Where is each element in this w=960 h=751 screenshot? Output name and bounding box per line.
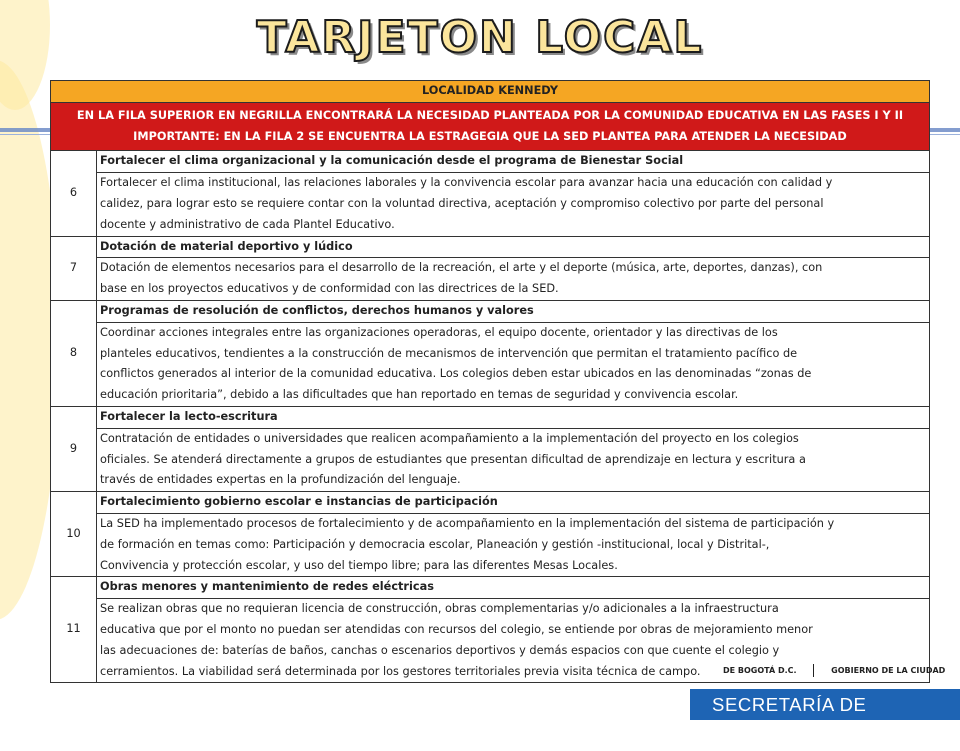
strategy-line: Coordinar acciones integrales entre las organizaciones operadoras, el equipo docente, orientador y las directivas de los: [100, 325, 778, 339]
strategy-text: [97, 322, 930, 406]
need-heading: Fortalecer la lecto-escritura: [97, 406, 930, 428]
row-number: 9: [51, 406, 97, 491]
strategy-text: [97, 173, 930, 236]
bogota-logo-text: DE BOGOTÁ D.C.: [723, 666, 797, 675]
strategy-line: planteles educativos, tendientes a la construcción de mecanismos de intervención que permitan el tratamiento pacífico de: [100, 346, 798, 360]
strategy-row: [51, 428, 930, 491]
strategy-line: Contratación de entidades o universidades que realicen acompañamiento a la implementación del proyecto en los colegios: [100, 431, 799, 445]
gobierno-logo-text: GOBIERNO DE LA CIUDAD: [831, 666, 946, 675]
need-heading: Dotación de material deportivo y lúdico: [97, 236, 930, 258]
need-heading: Obras menores y mantenimiento de redes eléctricas: [97, 577, 930, 599]
strategy-line: Convivencia y protección escolar, y uso del tiempo libre; para las diferentes Mesas Locales.: [100, 558, 618, 572]
need-row: [51, 406, 930, 428]
strategy-line: base en los proyectos educativos y de conformidad con las directrices de la SED.: [100, 282, 559, 296]
strategy-line: conflictos generados al interior de la comunidad educativa. Los colegios deben estar ubicados en las denominadas “zonas de: [100, 367, 812, 381]
need-row: [51, 236, 930, 258]
locality-row: [51, 81, 930, 103]
strategy-line: educación prioritaria”, debido a las dificultades que han reportado en temas de seguridad y convivencia escolar.: [100, 388, 739, 402]
footer-logos: [723, 664, 945, 677]
strategy-row: [51, 513, 930, 576]
strategy-line: las adecuaciones de: baterías de baños, canchas o escenarios deportivos y demás espacios con que cuente el colegio y: [100, 643, 780, 657]
row-number: 6: [51, 151, 97, 236]
strategy-line: educativa que por el monto no puedan ser atendidas con recursos del colegio, se entiende por obras de mejoramiento menor: [100, 622, 813, 636]
row-number: 8: [51, 300, 97, 406]
locality-header: LOCALIDAD KENNEDY: [51, 81, 930, 103]
strategy-row: [51, 173, 930, 236]
secretaria-banner: SECRETARÍA DE EDUCACIÓN: [690, 689, 960, 720]
page-title: TARJETON LOCAL: [256, 12, 704, 63]
row-number: 7: [51, 236, 97, 300]
strategy-line: docente y administrativo de cada Plantel Educativo.: [100, 217, 395, 231]
need-row: [51, 492, 930, 514]
strategy-line: Fortalecer el clima institucional, las relaciones laborales y la convivencia escolar para avanzar hacia una educación con calidad y: [100, 176, 833, 190]
strategy-line: calidez, para lograr esto se requiere contar con la voluntad directiva, aceptación y compromiso colectivo por parte del personal: [100, 196, 824, 210]
need-row: [51, 151, 930, 173]
strategy-text: [97, 428, 930, 491]
row-number: 11: [51, 577, 97, 683]
logo-separator: [813, 664, 814, 677]
strategy-line: oficiales. Se atenderá directamente a grupos de estudiantes que presentan dificultad de aprendizaje en lectura y escritura a: [100, 452, 806, 466]
strategy-line: cerramientos. La viabilidad será determinada por los gestores territoriales previa visita técnica de campo.: [100, 664, 701, 678]
notice-banner: [51, 102, 930, 151]
strategy-line: Dotación de elementos necesarios para el desarrollo de la recreación, el arte y el deporte (música, arte, deportes, danzas), con: [100, 261, 823, 275]
notice-row: [51, 102, 930, 151]
need-heading: Fortalecimiento gobierno escolar e instancias de participación: [97, 492, 930, 514]
notice-line-2: IMPORTANTE: EN LA FILA 2 SE ENCUENTRA LA ESTRAGEGIA QUE LA SED PLANTEA PARA ATENDER LA NECESIDAD: [133, 129, 847, 143]
strategy-line: Se realizan obras que no requieran licencia de construcción, obras complementarias y/o adicionales a la infraestructura: [100, 602, 779, 616]
strategy-line: través de entidades expertas en la profundización del lenguaje.: [100, 473, 461, 487]
row-number: 10: [51, 492, 97, 577]
need-row: [51, 300, 930, 322]
need-row: [51, 577, 930, 599]
need-heading: Fortalecer el clima organizacional y la comunicación desde el programa de Bienestar Social: [97, 151, 930, 173]
strategy-line: de formación en temas como: Participación y democracia escolar, Planeación y gestión -institucional, local y Distrital-,: [100, 537, 770, 551]
need-heading: Programas de resolución de conflictos, derechos humanos y valores: [97, 300, 930, 322]
strategy-line: La SED ha implementado procesos de fortalecimiento y de acompañamiento en la implementación del sistema de participación y: [100, 516, 835, 530]
strategy-row: [51, 322, 930, 406]
tarjeton-table: [50, 80, 930, 683]
strategy-row: [51, 258, 930, 301]
strategy-text: [97, 258, 930, 301]
strategy-text: [97, 513, 930, 576]
notice-line-1: EN LA FILA SUPERIOR EN NEGRILLA ENCONTRARÁ LA NECESIDAD PLANTEADA POR LA COMUNIDAD EDUCATIVA EN LAS FASES I Y II: [76, 108, 904, 122]
